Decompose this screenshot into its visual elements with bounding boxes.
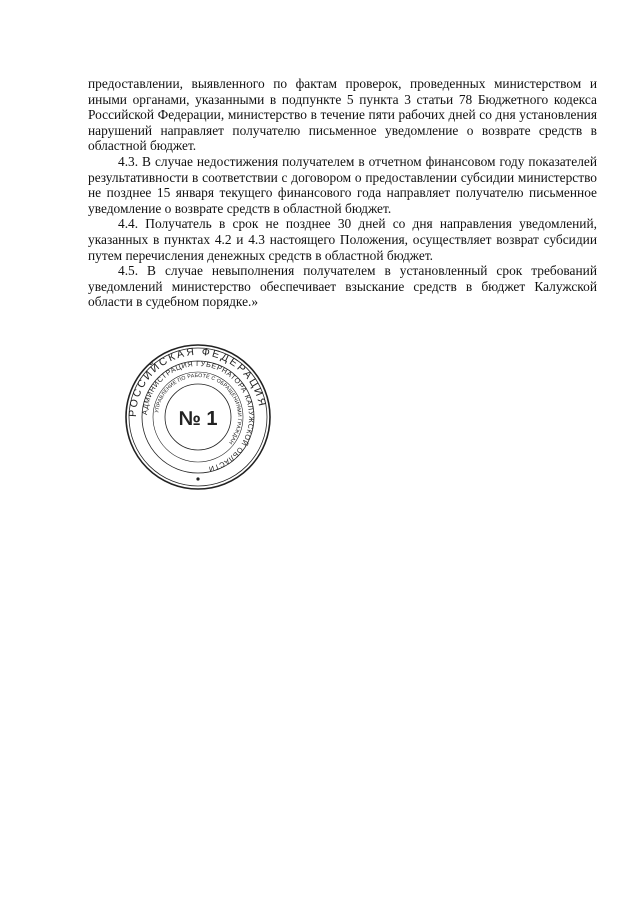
seal-center-number: № 1: [178, 408, 218, 430]
official-seal: [124, 343, 272, 491]
seal-outer-text: РОССИЙСКАЯ ФЕДЕРАЦИЯ: [126, 345, 269, 418]
paragraph-4-4: 4.4. Получатель в срок не позднее 30 дней со дня направления уведомлений, указанных в пунктах 4.2 и 4.3 настоящего Положения, осуществляет возврат субсидии путем перечисления денежных средств в областной бюджет.: [88, 216, 597, 263]
paragraph-4-5: 4.5. В случае невыполнения получателем в установленный срок требований уведомлений министерство обеспечивает взыскание средств в бюджет Калужской области в судебном порядке.»: [88, 263, 597, 310]
seal-inner-text: УПРАВЛЕНИЕ ПО РАБОТЕ С ОБРАЩЕНИЯМИ ГРАЖДАН: [154, 372, 243, 446]
seal-graphic: [124, 343, 272, 491]
body-text: [88, 76, 597, 310]
paragraph-4-3: 4.3. В случае недостижения получателем в отчетном финансовом году показателей результативности в соответствии с договором о предоставлении субсидии министерство не позднее 15 января текущего финансового года направляет получателю письменное уведомление о возврате средств в областной бюджет.: [88, 153, 597, 216]
seal-dot-icon: [196, 477, 199, 480]
paragraph-continuation: предоставлении, выявленного по фактам проверок, проведенных министерством и иными органами, указанными в подпункте 5 пункта 3 статьи 78 Бюджетного кодекса Российской Федерации, министерство в течение пяти рабочих дней со дня установления нарушений направляет получателю письменное уведомление о возврате средств в областной бюджет.: [88, 76, 597, 154]
seal-middle-text: АДМИНИСТРАЦИЯ ГУБЕРНАТОРА КАЛУЖСКОЙ ОБЛАСТИ: [139, 358, 257, 474]
